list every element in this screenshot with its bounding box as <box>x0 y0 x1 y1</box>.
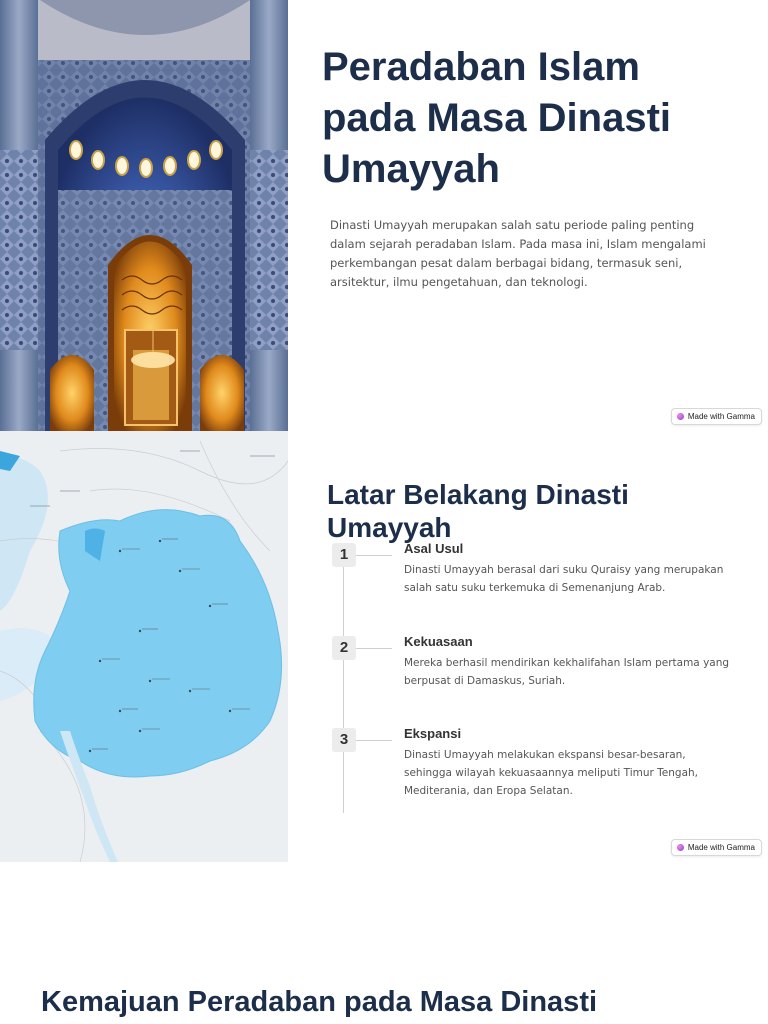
umayyad-territory-map-image <box>0 431 288 862</box>
page-title: Peradaban Islam pada Masa Dinasti Umayyah <box>322 45 672 191</box>
mosque-interior-image <box>0 0 288 431</box>
step-number-1: 1 <box>332 543 356 567</box>
step-number-3: 3 <box>332 728 356 752</box>
step-number-2: 2 <box>332 636 356 660</box>
made-with-gamma-badge[interactable] <box>671 408 762 425</box>
gamma-logo-icon <box>677 844 684 851</box>
step-title-asal-usul: Asal Usul <box>404 541 464 556</box>
slide-background <box>0 431 768 862</box>
gamma-badge-label: Made with Gamma <box>687 843 755 852</box>
step-title-kekuasaan: Kekuasaan <box>404 634 473 649</box>
slide-intro <box>0 0 768 431</box>
section-title: Latar Belakang Dinasti Umayyah <box>327 479 629 543</box>
step-text-ekspansi: Dinasti Umayyah melakukan ekspansi besar-besaran, sehingga wilayah kekuasaannya meliputi Timur Tengah, Mediterania, dan Eropa Selatan. <box>404 749 698 797</box>
slide-progress <box>0 862 768 1024</box>
step-connector <box>356 648 392 649</box>
made-with-gamma-badge[interactable] <box>671 839 762 856</box>
step-connector <box>356 555 392 556</box>
intro-paragraph: Dinasti Umayyah merupakan salah satu periode paling penting dalam sejarah peradaban Islam. Pada masa ini, Islam mengalami perkembangan pesat dalam berbagai bidang, termasuk seni, arsitektur, ilmu pengetahuan, dan teknologi. <box>330 218 706 289</box>
gamma-badge-label: Made with Gamma <box>687 412 755 421</box>
step-text-asal-usul: Dinasti Umayyah berasal dari suku Quraisy yang merupakan salah satu suku terkemuka di Semenanjung Arab. <box>404 564 724 594</box>
section-title: Kemajuan Peradaban pada Masa Dinasti <box>41 986 598 1018</box>
step-title-ekspansi: Ekspansi <box>404 726 462 741</box>
timeline-line <box>343 549 344 813</box>
step-text-kekuasaan: Mereka berhasil mendirikan kekhalifahan Islam pertama yang berpusat di Damaskus, Suriah. <box>404 657 730 687</box>
gamma-logo-icon <box>677 413 684 420</box>
step-connector <box>356 740 392 741</box>
